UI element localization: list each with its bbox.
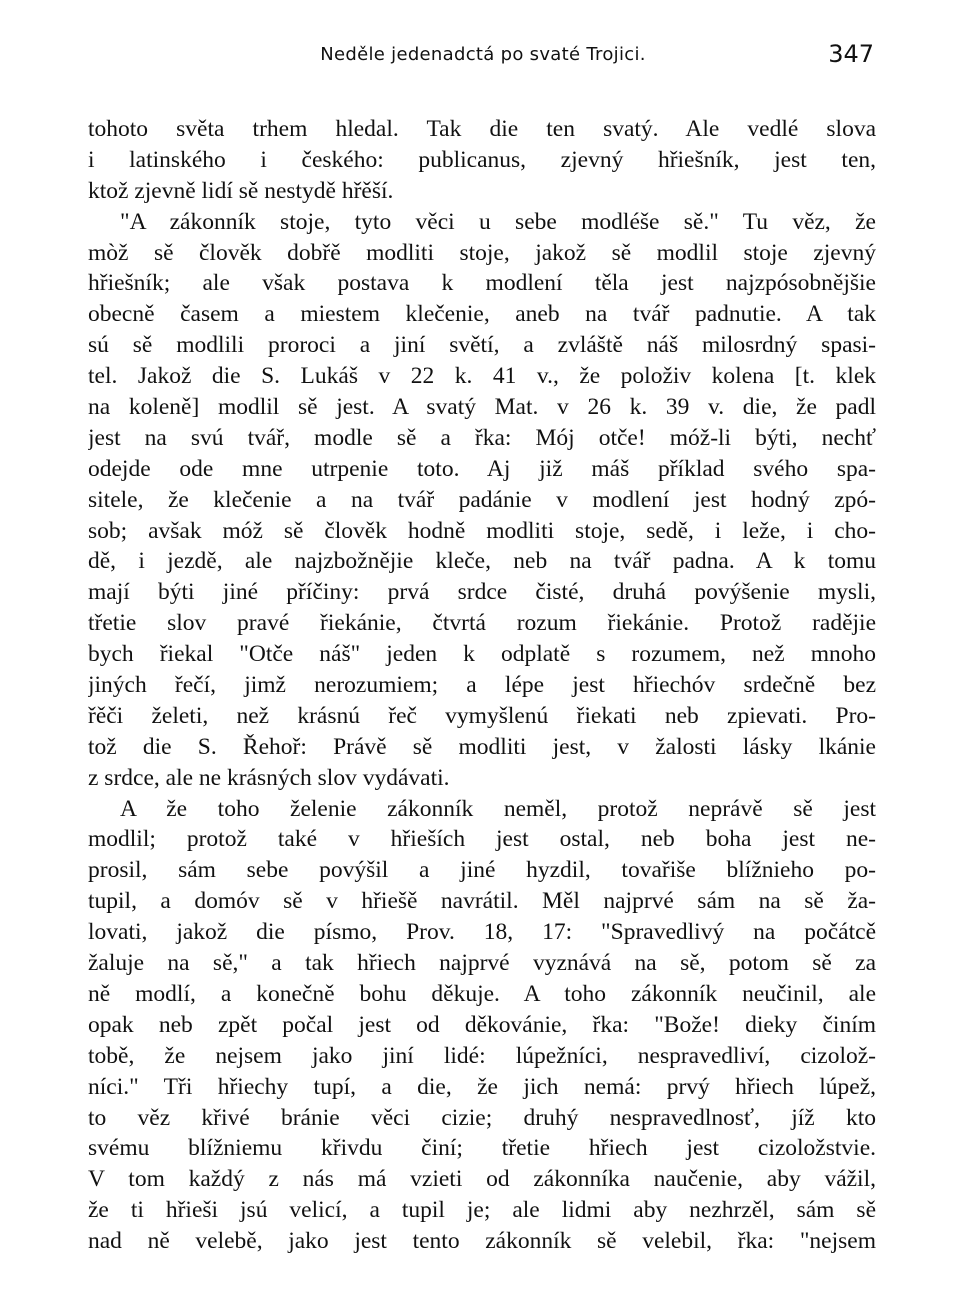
text-line: odejde ode mne utrpenie toto. Aj již máš příklad svého spa-: [88, 455, 876, 482]
running-title: Neděle jedenadctá po svaté Trojici.: [320, 44, 646, 65]
text-line: z srdce, ale ne krásných slov vydávati.: [88, 764, 450, 791]
text-line: obecně časem a miestem klečenie, aneb na tvář padnutie. A tak: [88, 301, 876, 328]
text-line: řěči želeti, než krásnú řeč vymyšlenú řiekati neb zpievati. Pro-: [88, 702, 876, 729]
text-line: jest na svú tvář, modle sě a řka: Mój otče! móž-li býti, nechť: [88, 424, 876, 451]
text-line: níci." Tři hřiechy tupí, a die, že jich nemá: prvý hřiech lúpež,: [88, 1073, 876, 1100]
text-line: mají býti jiné příčiny: prvá srdce čisté, druhá povýšenie mysli,: [88, 579, 876, 606]
text-line: tož die S. Řehoř: Právě sě modliti jest, v žalosti lásky lkánie: [88, 733, 876, 760]
text-line: A že toho želenie zákonník neměl, protož neprávě sě jest: [120, 795, 876, 822]
text-line: to věz křivé bránie věci cizie; druhý nespravedlnosť, jíž kto: [88, 1104, 876, 1131]
text-line: svému blížniemu křivdu činí; třetie hřiech jest cizoložstvie.: [88, 1135, 876, 1162]
text-line: bych řiekal "Otče náš" jeden k odplatě s rozumem, než mnoho: [88, 641, 876, 668]
text-line: dě, i jezdě, ale najzbožnějie kleče, neb na tvář padna. A k tomu: [88, 548, 876, 575]
text-line: nad ně velebě, jako jest tento zákonník sě velebil, řka: "nejsem: [88, 1228, 876, 1255]
page-header: [88, 40, 878, 84]
text-line: hřiešník; ale však postava k modlení těla jest najzpósobnějšie: [88, 270, 876, 297]
text-line: třetie slov pravé řiekánie, čtvrtá rozum řiekánie. Protož radějie: [88, 610, 876, 637]
paragraph: [88, 207, 876, 794]
text-line: prosil, sám sebe povýšil a jiné hyzdil, tovařiše blížnieho po-: [88, 857, 876, 884]
text-line: modlil; protož také v hřieších jest ostal, neb boha jest ne-: [88, 826, 876, 853]
text-line: i latinského i českého: publicanus, zjevný hřiešník, jest ten,: [88, 146, 876, 173]
text-line: mòž sě člověk dobřě modliti stoje, jakož sě modlil stoje zjevný: [88, 239, 876, 266]
paragraph: [88, 114, 876, 207]
text-line: V tom každý z nás má vzieti od zákonníka naučenie, aby vážil,: [88, 1166, 876, 1193]
text-line: "A zákonník stoje, tyto věci u sebe modléše sě." Tu věz, že: [120, 208, 876, 235]
text-line: sob; avšak móž sě člověk hodně modliti stoje, sedě, i leže, i cho-: [88, 517, 876, 544]
text-line: tel. Jakož die S. Lukáš v 22 k. 41 v., že položiv kolena [t. klek: [88, 363, 876, 390]
text-line: sitele, že klečenie a na tvář padánie v modlení jest hodný zpó-: [88, 486, 876, 513]
text-line: na koleně] modlil sě jest. A svatý Mat. v 26 k. 39 v. die, že padl: [88, 394, 876, 421]
text-line: ně modlí, a konečně bohu děkuje. A toho zákonník neučinil, ale: [88, 980, 876, 1007]
text-line: opak neb zpět počal jest od děkovánie, řka: "Bože! dieky činím: [88, 1011, 876, 1038]
paragraph: [88, 794, 876, 1257]
text-line: že ti hřieši jsú velicí, a tupil je; ale lidmi aby nezhrzěl, sám sě: [88, 1197, 876, 1224]
text-line: ktož zjevně lidí sě nestydě hřěší.: [88, 177, 394, 204]
text-line: sú sě modlili proroci a jiní světí, a zvláště náš milosrdný spasi-: [88, 332, 876, 359]
text-line: jiných řečí, jimž nerozumiem; a lépe jest hřiechóv srdečně bez: [88, 672, 876, 699]
text-line: tupil, a domóv sě v hřiešě navrátil. Měl najprvé sám na sě ža-: [88, 888, 876, 915]
page-body: [88, 114, 876, 1257]
text-line: žaluje na sě," a tak hřiech najprvé vyznává na sě, potom sě za: [88, 950, 876, 977]
text-line: tohoto světa trhem hledal. Tak die ten svatý. Ale vedlé slova: [88, 116, 876, 142]
text-line: tobě, že nejsem jako jiní lidé: lúpežníci, nespravedliví, cizolož-: [88, 1042, 876, 1069]
text-line: lovati, jakož die písmo, Prov. 18, 17: "Spravedlivý na počátcě: [88, 919, 876, 946]
page-number: 347: [828, 40, 874, 68]
